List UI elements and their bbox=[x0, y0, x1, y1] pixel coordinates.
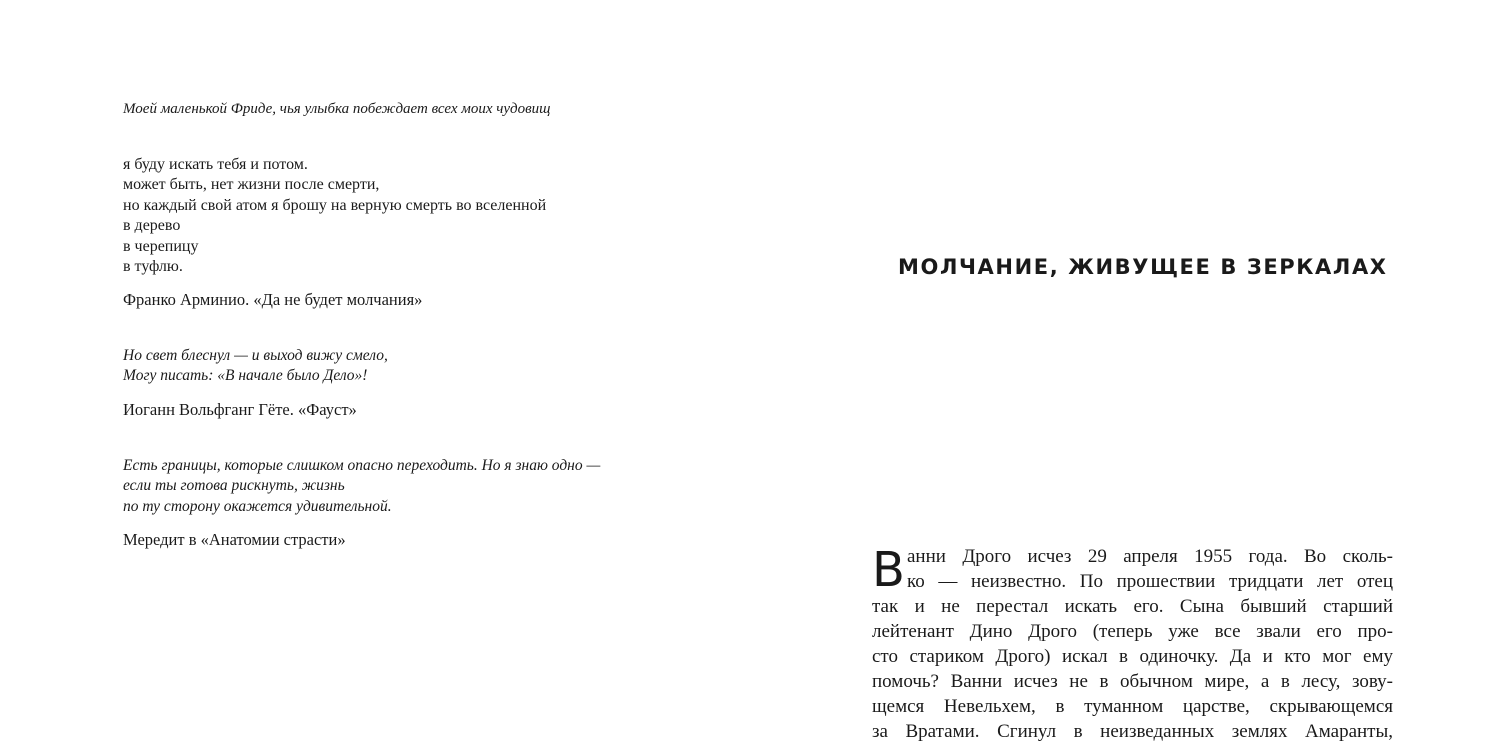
epigraph-lines bbox=[123, 456, 600, 517]
epigraph-meredith bbox=[123, 456, 600, 550]
epigraph-lines bbox=[123, 155, 546, 277]
dedication: Моей маленькой Фриде, чья улыбка побеждает всех моих чудовищ bbox=[123, 101, 551, 117]
body-line: помочь? Ванни исчез не в обычном мире, а в лесу, зову- bbox=[872, 671, 1393, 692]
body-line: за Вратами. Сгинул в неизведанных землях Амаранты, bbox=[872, 721, 1393, 742]
drop-cap: В bbox=[872, 542, 905, 598]
epigraph-line: Могу писать: «В начале было Дело»! bbox=[123, 367, 368, 385]
epigraph-line: Есть границы, которые слишком опасно переходить. Но я знаю одно — bbox=[123, 457, 601, 474]
epigraph-armino bbox=[123, 155, 546, 310]
body-line: сто стариком Дрого) искал в одиночку. Да и кто мог ему bbox=[872, 646, 1393, 667]
epigraph-line: может быть, нет жизни после смерти, bbox=[123, 176, 380, 194]
left-page bbox=[0, 0, 749, 734]
epigraph-line: если ты готова рискнуть, жизнь bbox=[123, 477, 345, 495]
epigraph-source: Франко Арминио. «Да не будет молчания» bbox=[123, 290, 423, 310]
epigraph-line: я буду искать тебя и потом. bbox=[123, 156, 308, 173]
epigraph-source: Иоганн Вольфганг Гёте. «Фауст» bbox=[123, 399, 357, 419]
epigraph-line: в туфлю. bbox=[123, 258, 183, 276]
right-page bbox=[749, 0, 1499, 742]
body-line: ко — неизвестно. По прошествии тридцати лет отец bbox=[907, 571, 1393, 592]
body-line: анни Дрого исчез 29 апреля 1955 года. Во сколь- bbox=[907, 546, 1393, 567]
chapter-body bbox=[872, 544, 1393, 744]
epigraph-goethe bbox=[123, 346, 388, 420]
epigraph-line: по ту сторону окажется удивительной. bbox=[123, 497, 392, 515]
epigraph-line: в черепицу bbox=[123, 237, 199, 255]
epigraph-line: в дерево bbox=[123, 217, 181, 235]
body-line: так и не перестал искать его. Сына бывший старший bbox=[872, 596, 1393, 617]
body-line: лейтенант Дино Дрого (теперь уже все звали его про- bbox=[872, 621, 1393, 642]
body-line: щемся Невельхем, в туманном царстве, скрывающемся bbox=[872, 696, 1393, 717]
epigraph-source: Мередит в «Анатомии страсти» bbox=[123, 530, 346, 550]
epigraph-lines bbox=[123, 346, 388, 387]
chapter-title: МОЛЧАНИЕ, ЖИВУЩЕЕ В ЗЕРКАЛАХ bbox=[898, 255, 1388, 279]
epigraph-line: но каждый свой атом я брошу на верную смерть во вселенной bbox=[123, 196, 547, 214]
epigraph-line: Но свет блеснул — и выход вижу смело, bbox=[123, 347, 388, 364]
